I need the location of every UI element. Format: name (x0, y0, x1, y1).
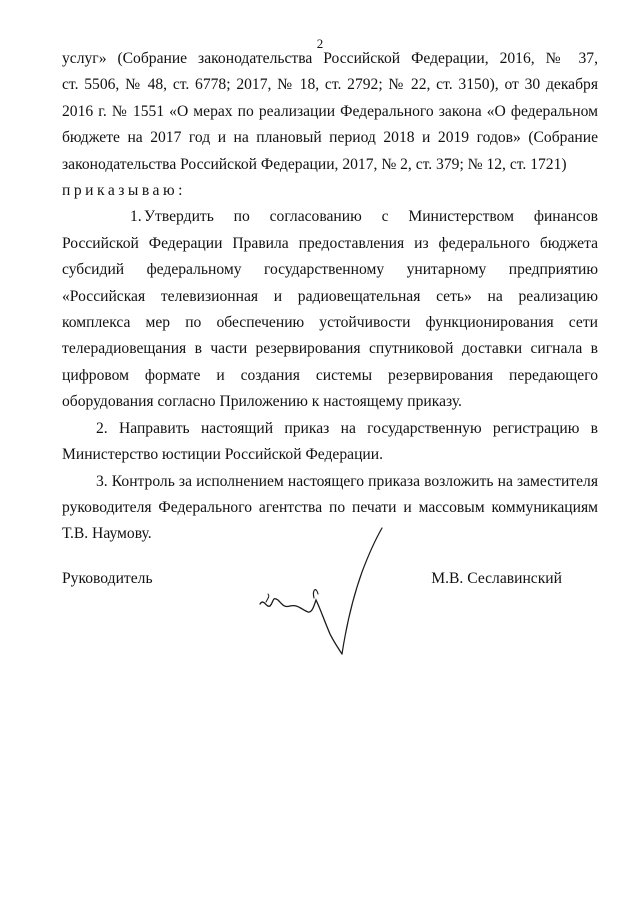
page-number: 2 (316, 36, 324, 51)
item-1 (62, 204, 598, 415)
intro-line: 2016 г. № 1551 «О мерах по реализации Федерального закона «О федеральном (62, 102, 598, 120)
signatory-title: Руководитель (62, 570, 153, 587)
signature-block (62, 568, 562, 658)
document-body (62, 46, 598, 548)
intro-line: бюджете на 2017 год и на плановый период 2018 и 2019 годов» (Собрание (62, 129, 598, 147)
handwritten-signature (254, 516, 394, 676)
item-2: 2. Направить настоящий приказ на государственную регистрацию в Министерство юстиции Российской Федерации. (62, 419, 598, 464)
item-3: 3. Контроль за исполнением настоящего приказа возложить на заместителя руководителя Федерального агентства по печати и массовым коммуникациям Т.В. Наумову. (62, 472, 598, 543)
signatory-name: М.В. Сеславинский (431, 570, 562, 587)
intro-line: услуг» (Собрание законодательства Российской Федерации, 2016, № 37, (62, 50, 598, 67)
intro-line: законодательства Российской Федерации, 2017, № 2, ст. 379; № 12, ст. 1721) (62, 155, 567, 173)
item-1-number: 1. (130, 208, 142, 226)
decree-word: приказываю: (62, 182, 186, 200)
intro-line: ст. 5506, № 48, ст. 6778; 2017, № 18, ст. 2792; № 22, ст. 3150), от 30 декабря (62, 76, 598, 94)
intro-paragraph (62, 46, 598, 178)
item-1-text: Утвердить по согласованию с Министерством финансов Российской Федерации Правила предоставления из федерального бюджета субсидий федеральному государственному унитарному предприятию «Российская телевизионная и радиовещательная сеть» на реализацию комплекса мер по обеспечению устойчивости функционирования сети телерадиовещания в части резервирования спутниковой доставки сигнала в цифровом формате и создания системы резервирования передающего оборудования согласно Приложению к настоящему приказу. (62, 208, 598, 411)
